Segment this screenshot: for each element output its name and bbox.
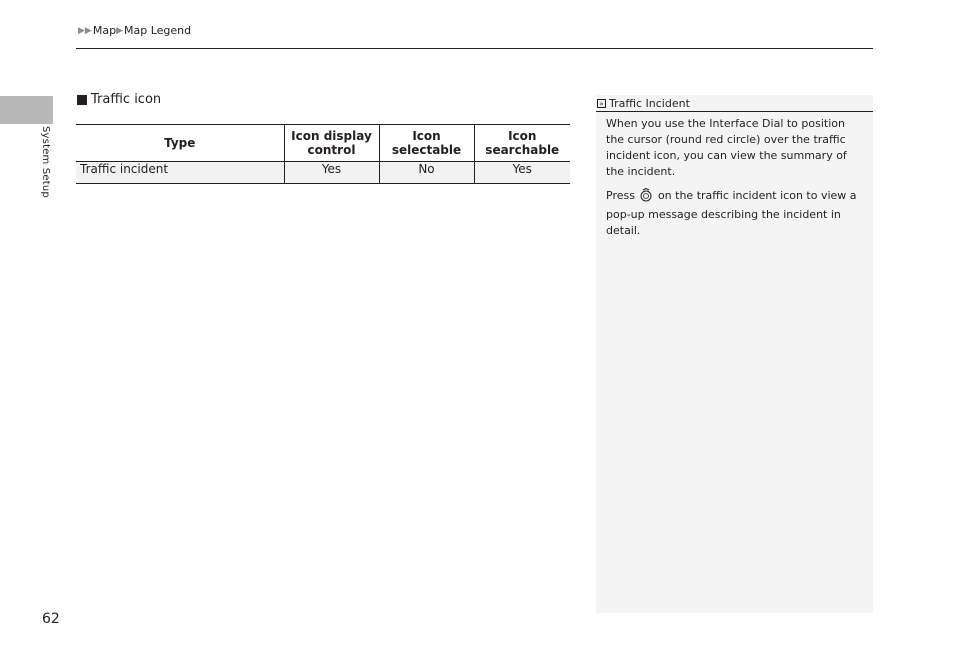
- breadcrumb-item-map[interactable]: Map: [92, 24, 117, 37]
- chapter-tab: [0, 96, 53, 124]
- page-number: 62: [42, 611, 60, 627]
- cell-selectable: No: [379, 162, 474, 184]
- header-rule: [76, 48, 873, 49]
- header-icon-searchable: Icon searchable: [474, 125, 570, 162]
- triangle-right-icon: ▶▶: [78, 25, 92, 36]
- note-paragraph-2-after: on the traffic incident icon to view a pop-up message describing the incident in detail.: [606, 189, 857, 237]
- breadcrumb: [78, 24, 191, 37]
- cell-display-control: Yes: [284, 162, 379, 184]
- header-icon-display-control: Icon display control: [284, 125, 379, 162]
- note-paragraph-1: When you use the Interface Dial to position the cursor (round red circle) over the traffic incident icon, you can view the summary of the incident.: [606, 117, 847, 178]
- header-type: Type: [76, 125, 284, 162]
- table-header-row: [76, 125, 570, 162]
- table-row: [76, 162, 570, 184]
- note-header: [596, 95, 873, 112]
- cell-type: Traffic incident: [76, 162, 284, 184]
- section-title-text: Traffic icon: [91, 92, 162, 107]
- note-panel: [596, 95, 873, 613]
- cell-searchable: Yes: [474, 162, 570, 184]
- interface-dial-press-icon: [639, 188, 653, 207]
- triangle-right-icon: ▶: [116, 25, 123, 36]
- note-title: Traffic Incident: [609, 96, 690, 110]
- note-body: [596, 112, 873, 239]
- reference-arrow-icon: »: [597, 99, 606, 108]
- note-paragraph-2-before: Press: [606, 189, 635, 202]
- header-icon-selectable: Icon selectable: [379, 125, 474, 162]
- breadcrumb-item-map-legend[interactable]: Map Legend: [123, 24, 192, 37]
- section-title: [77, 92, 161, 107]
- chapter-label: System Setup: [40, 126, 51, 198]
- note-paragraph-2: [606, 188, 863, 239]
- square-bullet-icon: [77, 95, 87, 105]
- traffic-icon-table: [76, 124, 570, 184]
